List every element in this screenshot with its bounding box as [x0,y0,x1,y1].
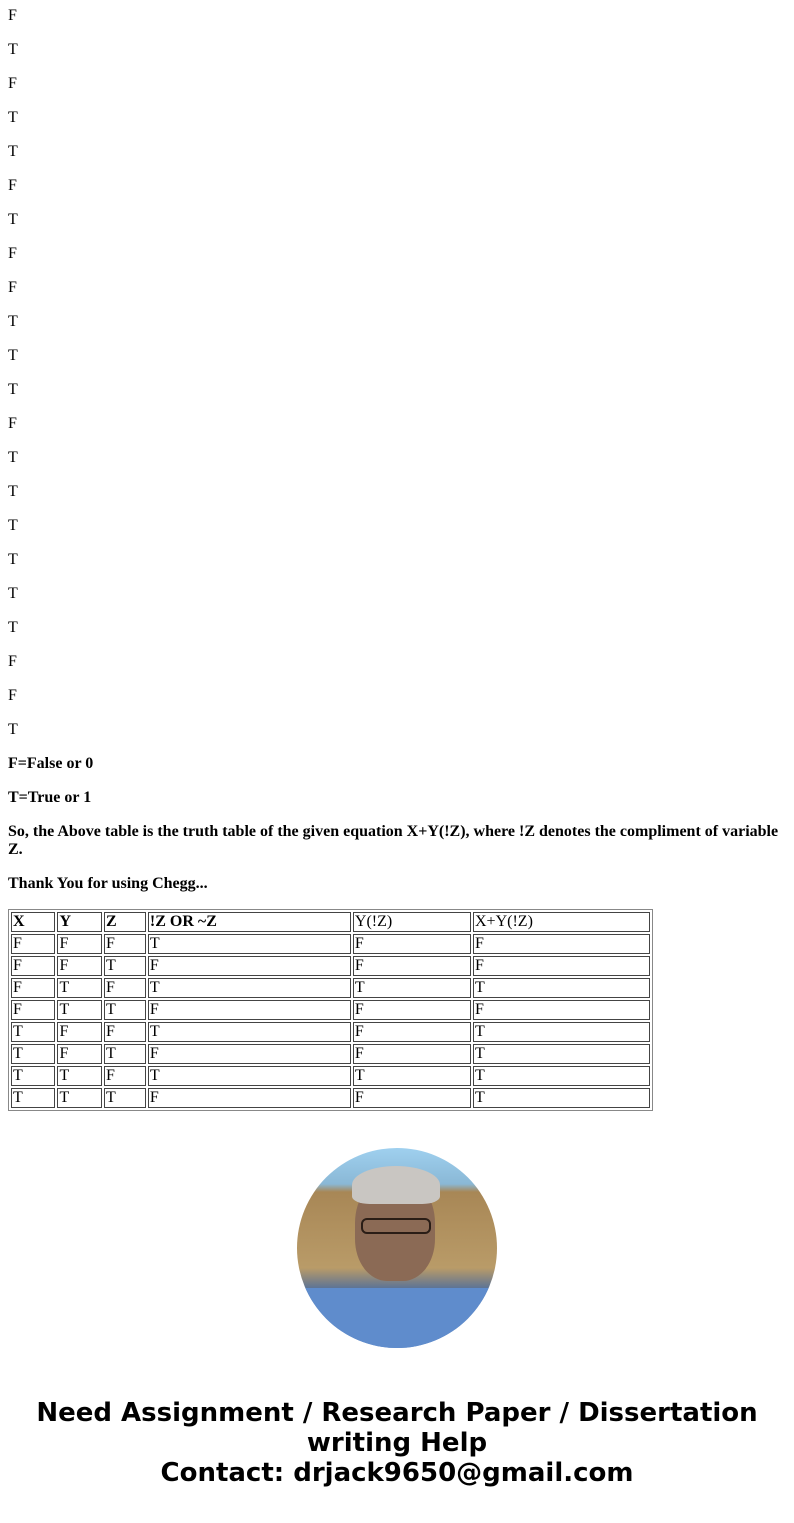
column-header: X [11,912,55,932]
truth-value-line: F [8,415,17,432]
table-cell: T [57,978,101,998]
truth-value-line: T [8,449,18,466]
table-cell: T [57,1066,101,1086]
table-cell: F [104,1022,146,1042]
table-cell: F [353,956,471,976]
table-cell: F [57,956,101,976]
table-cell: T [473,1044,650,1064]
thanks-text: Thank You for using Chegg... [8,875,208,892]
table-cell: T [104,1044,146,1064]
table-cell: T [104,1000,146,1020]
table-cell: F [148,1000,351,1020]
table-cell: F [11,978,55,998]
table-cell: T [353,978,471,998]
summary [8,823,786,859]
truth-value-line: F [8,279,17,296]
truth-value-line: F [8,653,17,670]
glasses-icon [361,1218,431,1234]
table-row [11,1088,650,1108]
banner-line-help: Need Assignment / Research Paper / Dissertation writing Help [36,1398,758,1458]
legend-false [8,755,786,773]
table-cell: T [11,1044,55,1064]
table-cell: T [11,1066,55,1086]
table-cell: T [11,1088,55,1108]
table-cell: T [57,1088,101,1108]
column-header: !Z OR ~Z [148,912,351,932]
table-cell: T [57,1000,101,1020]
table-cell: T [104,1088,146,1108]
table-cell: F [148,1088,351,1108]
table-cell: F [353,1088,471,1108]
truth-value-line: T [8,347,18,364]
legend-false-text: F=False or 0 [8,755,94,772]
truth-value-line: F [8,245,17,262]
table-cell: F [148,1044,351,1064]
table-cell: F [473,934,650,954]
table-cell: F [104,1066,146,1086]
truth-value-line: T [8,143,18,160]
table-cell: T [11,1022,55,1042]
table-header-row [11,912,650,932]
table-cell: F [148,956,351,976]
table-cell: T [148,978,351,998]
legend-true [8,789,786,807]
table-cell: F [11,1000,55,1020]
truth-table [8,909,653,1111]
truth-value-line: T [8,41,18,58]
contact-banner [8,1398,786,1488]
table-row [11,956,650,976]
table-cell: F [57,1044,101,1064]
table-cell: F [57,1022,101,1042]
banner-line-contact: Contact: drjack9650@gmail.com [160,1458,634,1488]
table-cell: T [473,1022,650,1042]
document [8,7,786,1488]
column-header: X+Y(!Z) [473,912,650,932]
truth-value-line: F [8,177,17,194]
table-cell: T [473,1066,650,1086]
column-header: Z [104,912,146,932]
truth-value-line: T [8,721,18,738]
table-row [11,978,650,998]
column-header: Y(!Z) [353,912,471,932]
table-row [11,934,650,954]
table-cell: F [473,1000,650,1020]
truth-value-line: T [8,211,18,228]
table-cell: T [148,934,351,954]
table-row [11,1066,650,1086]
table-row [11,1000,650,1020]
table-cell: T [473,978,650,998]
table-cell: T [353,1066,471,1086]
table-cell: F [353,1000,471,1020]
truth-value-line: T [8,109,18,126]
truth-value-line: T [8,585,18,602]
table-cell: T [473,1088,650,1108]
truth-value-line: T [8,619,18,636]
table-row [11,1044,650,1064]
table-cell: F [104,978,146,998]
table-row [11,1022,650,1042]
truth-value-list [8,7,786,739]
truth-value-line: F [8,7,17,24]
truth-value-line: T [8,551,18,568]
author-avatar [297,1148,497,1348]
truth-value-line: F [8,687,17,704]
table-cell: T [148,1066,351,1086]
truth-value-line: T [8,313,18,330]
column-header: Y [57,912,101,932]
table-cell: T [104,956,146,976]
thanks [8,875,786,893]
truth-value-line: F [8,75,17,92]
table-cell: F [11,934,55,954]
truth-value-line: T [8,381,18,398]
table-cell: F [353,934,471,954]
summary-text: So, the Above table is the truth table of the given equation X+Y(!Z), where !Z denotes the compliment of variable Z. [8,823,779,858]
table-cell: F [57,934,101,954]
truth-value-line: T [8,483,18,500]
table-cell: F [353,1044,471,1064]
table-cell: F [11,956,55,976]
truth-value-line: T [8,517,18,534]
legend-true-text: T=True or 1 [8,789,92,806]
table-cell: F [104,934,146,954]
table-cell: T [148,1022,351,1042]
table-cell: F [353,1022,471,1042]
table-cell: F [473,956,650,976]
